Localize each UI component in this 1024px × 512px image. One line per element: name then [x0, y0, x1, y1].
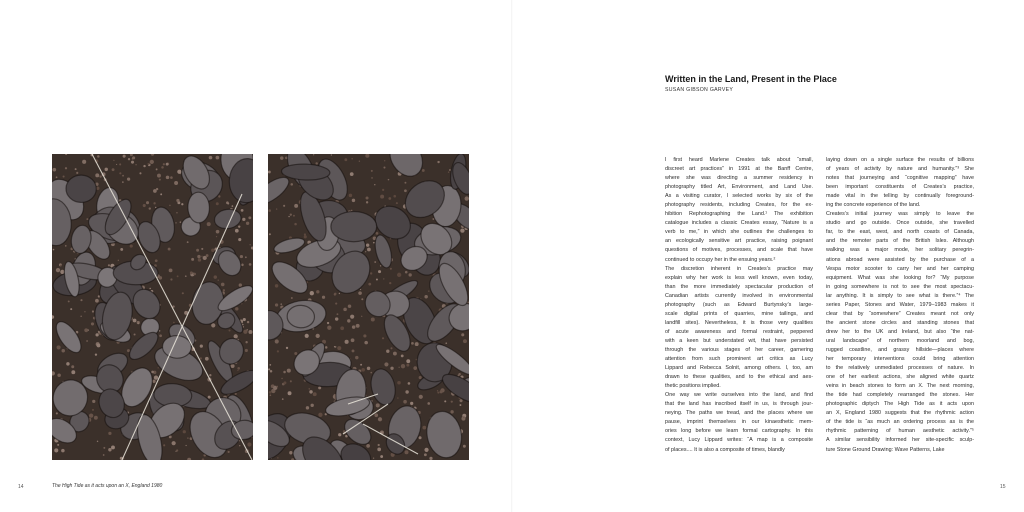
text-line: her temporary interventions could bring attention: [826, 356, 974, 363]
photo-stones-x-diagonal-icon: [52, 154, 253, 460]
text-line: hibition Rephotographing the Land.¹ The exhibition: [665, 211, 813, 218]
text-line: Vespa motor scooter to carry her and her camping: [826, 265, 974, 272]
text-line: of acute awareness and formal restraint, peppered: [665, 328, 813, 335]
text-line: one of her earliest actions, she aligned white quartz: [826, 374, 974, 381]
text-line: drawn to these qualities, and to the ethical and aes-: [665, 374, 813, 381]
text-line: ural landscape” of northern moorland and bog,: [826, 337, 974, 344]
text-line: As a visiting curator, I selected works by six of the: [665, 193, 813, 200]
text-line: an ecologically sensitive art practice, raising poignant: [665, 238, 813, 245]
text-line: ture Stone Ground Drawing: Wave Patterns, Lake: [826, 446, 945, 453]
text-line: photographic diptych The High Tide as it acts upon: [826, 401, 974, 408]
text-line: notes that journeying and “cognitive mapping” have: [826, 175, 974, 182]
text-line: veins in beach stones to form an X. The next morning,: [826, 383, 974, 390]
photo-stones-left: [52, 154, 253, 460]
text-line: Creates’s initial journey was simply to leave the: [826, 211, 974, 218]
text-line: and the remoter parts of the British Isles. Although: [826, 238, 974, 245]
text-line: attention from such prominent art critics as Lucy: [665, 356, 813, 363]
text-line: been important constituents of Creates’s practice,: [826, 184, 974, 191]
text-line: landfill sites). Nevertheless, it is those very qualities: [665, 319, 813, 326]
text-line: discreet art practices” in 1991 at the Banff Centre,: [665, 166, 813, 173]
text-line: A similar sensibility informed her site-specific sculp-: [826, 437, 974, 444]
text-line: photography titled Art, Environment, and Land Use.: [665, 184, 813, 191]
text-line: clear that by “somewhere” Creates meant not only: [826, 310, 974, 317]
text-line: Lippard and Rebecca Solnit, among others. I, too, am: [665, 365, 813, 372]
text-line: explain why her work is less well known, even today,: [665, 274, 813, 281]
text-line: where she was directing a summer residency in: [665, 175, 813, 182]
text-line: through the various stages of her career, garnering: [665, 346, 813, 353]
text-line: scale digital prints of quarries, mine tailings, and: [665, 310, 813, 317]
text-line: ing the concrete experience of the land.: [826, 202, 921, 209]
text-line: pause, imprint themselves in our kinaesthetic mem-: [665, 419, 813, 426]
text-column-2: [826, 156, 974, 455]
text-line: Canadian artists currently involved in environmental: [665, 292, 813, 299]
text-line: the tide had completely rearranged the stones. Her: [826, 392, 974, 399]
text-line: made vital in the telling by continually foreground-: [826, 193, 974, 200]
text-line: to the relatively unmediated processes of nature. In: [826, 365, 974, 372]
text-line: studio and go outside. Once outside, she travelled: [826, 220, 974, 227]
text-line: One way we write ourselves into the land, and find: [665, 392, 813, 399]
text-line: photography residents, including Creates, for the ex-: [665, 202, 813, 209]
essay-title: Written in the Land, Present in the Place: [665, 74, 837, 84]
text-line: lar anything. It is simply to see what is there.”⁴ The: [826, 292, 974, 299]
text-line: questions of motives, processes, and scale that have: [665, 247, 813, 254]
text-line: far, to the east, west, and north coasts of Canada,: [826, 229, 974, 236]
text-line: rugged coastline, and grassy hillside—places where: [826, 346, 974, 353]
page-gutter: [511, 0, 513, 512]
text-column-1: [665, 156, 813, 455]
text-line: ories long before we learn formal cartography. In this: [665, 428, 813, 435]
folio-right: 15: [1000, 484, 1006, 490]
text-line: context, Lucy Lippard writes: “A map is a composite: [665, 437, 813, 444]
photo-stones-right: [268, 154, 469, 460]
text-line: an X, England 1980 suggests that the rhythmic action: [826, 410, 974, 417]
text-line: continued to occupy her in the ensuing years.²: [665, 256, 776, 263]
text-line: in going somewhere is not to see the most spectacu-: [826, 283, 974, 290]
text-line: of the tide is “as much an ordering process as is the: [826, 419, 974, 426]
text-line: thetic positions implied.: [665, 383, 721, 390]
text-line: photography (such as Edward Burtynsky’s large-: [665, 301, 813, 308]
text-line: equipment. What was she looking for? “My purpose: [826, 274, 974, 281]
text-line: verb to me,” in which she outlines the challenges to: [665, 229, 813, 236]
text-line: The discretion inherent in Creates’s practice may: [665, 265, 813, 272]
text-line: series Paper, Stones and Water, 1979–1983 makes it: [826, 301, 974, 308]
text-line: neying. The paths we tread, and the places where we: [665, 410, 813, 417]
text-line: of places.... It is also a composite of times, blandly: [665, 446, 785, 453]
text-line: the ancient stone circles and standing stones that: [826, 319, 974, 326]
text-line: catalogue includes a classic Creates essay, “Nature is a: [665, 220, 813, 227]
text-line: of years of activity by nature and humanity.”³ She: [826, 166, 974, 173]
text-line: rhythmic patterning of human aesthetic activity.”⁵: [826, 428, 974, 435]
text-line: laying down on a single surface the results of billions: [826, 157, 974, 163]
text-line: that the land has inscribed itself in us, is through jour-: [665, 401, 813, 408]
text-line: drew her to the UK and Ireland, but also “the nat-: [826, 328, 974, 335]
photo-caption: The High Tide as it acts upon an X, England 1980: [52, 483, 163, 489]
text-line: than the more immediately spectacular production of: [665, 283, 813, 290]
text-line: I first heard Marlene Creates talk about “small,: [665, 157, 813, 163]
essay-author: SUSAN GIBSON GARVEY: [665, 87, 734, 93]
folio-left: 14: [18, 484, 24, 490]
text-line: with a keen but understated wit, that have persisted: [665, 337, 813, 344]
text-line: walking was a major mode, her solitary peregrin-: [826, 247, 974, 254]
text-line: ations abroad were assisted by the purchase of a: [826, 256, 974, 263]
photo-stones-x-crossed-icon: [268, 154, 469, 460]
